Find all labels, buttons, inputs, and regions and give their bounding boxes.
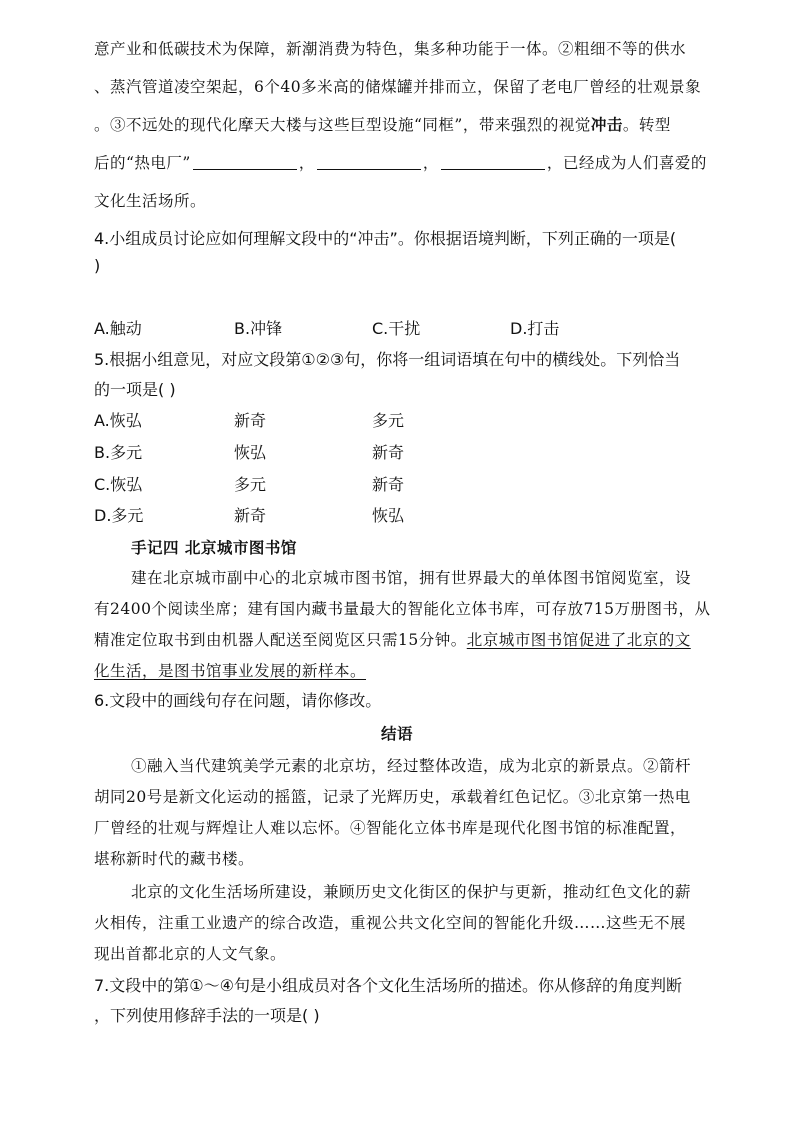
note4-line-3	[94, 628, 691, 650]
underlined-sentence: 化生活，是图书馆事业发展的新样本。	[94, 662, 367, 680]
passage-line-4	[94, 151, 707, 173]
q5-option-c-word-2: 多元	[234, 475, 267, 494]
passage-text: 。转型	[622, 116, 671, 134]
q5-option-d-word-3: 恢弘	[372, 506, 405, 525]
note4-line-2: 有2400个阅读坐席；建有国内藏书量最大的智能化立体书库，可存放715万册图书，从	[94, 600, 711, 618]
passage-text: 。③不远处的现代化摩天大楼与这些巨型设施“同框”，带来强烈的视觉	[94, 116, 591, 134]
conclusion-line-4: 堪称新时代的藏书楼。	[94, 850, 255, 868]
question-6-stem: 6.文段中的画线句存在问题，请你修改。	[94, 691, 382, 710]
passage-text: ，	[422, 154, 439, 172]
q5-option-c-word-3: 新奇	[372, 475, 405, 494]
conclusion-line-6: 火相传，注重工业遗产的综合改造，重视公共文化空间的智能化升级……这些无不展	[94, 914, 687, 932]
section-heading: 结语	[381, 724, 414, 743]
q4-option-c[interactable]: C.干扰	[372, 319, 421, 338]
question-7-stem-cont: ，下列使用修辞手法的一项是( )	[94, 1006, 320, 1025]
q5-option-a-word-3: 多元	[372, 411, 405, 430]
passage-line-3	[94, 113, 671, 135]
passage-text: 精准定位取书到由机器人配送至阅览区只需15分钟。	[94, 631, 467, 649]
passage-line-1: 意产业和低碳技术为保障，新潮消费为特色，集多种功能于一体。②粗细不等的供水	[94, 40, 687, 58]
passage-line-2: 、蒸汽管道凌空架起，6个40多米高的储煤罐并排而立，保留了老电厂曾经的壮观景象	[94, 78, 702, 96]
underlined-sentence: 北京城市图书馆促进了北京的文	[466, 631, 691, 649]
q5-option-a-word-2: 新奇	[234, 411, 267, 430]
q4-option-b[interactable]: B.冲锋	[234, 319, 283, 338]
q5-option-d[interactable]: D.多元	[94, 506, 144, 525]
conclusion-line-3: 厂曾经的壮观与辉煌让人难以忘怀。④智能化立体书库是现代化图书馆的标准配置，	[94, 819, 687, 837]
note4-line-4	[94, 659, 366, 681]
fill-blank-2[interactable]	[317, 155, 421, 170]
q5-option-a[interactable]: A.恢弘	[94, 411, 142, 430]
fill-blank-1[interactable]	[193, 155, 297, 170]
passage-line-5: 文化生活场所。	[94, 192, 207, 210]
conclusion-line-5: 北京的文化生活场所建设，兼顾历史文化街区的保护与更新，推动红色文化的薪	[131, 883, 692, 901]
fill-blank-3[interactable]	[441, 155, 545, 170]
question-5-stem-cont: 的一项是( )	[94, 380, 176, 399]
conclusion-line-7: 现出首都北京的人文气象。	[94, 945, 287, 963]
note4-line-1: 建在北京城市副中心的北京城市图书馆，拥有世界最大的单体图书馆阅览室，设	[131, 569, 692, 587]
conclusion-line-1: ①融入当代建筑美学元素的北京坊，经过整体改造，成为北京的新景点。②箭杆	[131, 757, 692, 775]
q4-option-a[interactable]: A.触动	[94, 319, 142, 338]
question-5-stem: 5.根据小组意见，对应文段第①②③句，你将一组词语填在句中的横线处。下列恰当	[94, 350, 681, 369]
section-heading: 手记四 北京城市图书馆	[131, 538, 297, 557]
q4-option-d[interactable]: D.打击	[510, 319, 560, 338]
passage-text: ，	[298, 154, 315, 172]
emphasized-word: 冲击	[590, 115, 623, 134]
passage-text: 后的“热电厂”	[94, 154, 191, 172]
q5-option-b[interactable]: B.多元	[94, 443, 143, 462]
question-4-stem-cont: )	[94, 256, 101, 275]
q5-option-d-word-2: 新奇	[234, 506, 267, 525]
question-4-stem: 4.小组成员讨论应如何理解文段中的“冲击”。你根据语境判断，下列正确的一项是(	[94, 229, 677, 248]
q5-option-c[interactable]: C.恢弘	[94, 475, 143, 494]
conclusion-line-2: 胡同20号是新文化运动的摇篮，记录了光辉历史，承载着红色记忆。③北京第一热电	[94, 788, 691, 806]
q5-option-b-word-2: 恢弘	[234, 443, 267, 462]
q5-option-b-word-3: 新奇	[372, 443, 405, 462]
question-7-stem: 7.文段中的第①～④句是小组成员对各个文化生活场所的描述。你从修辞的角度判断	[94, 976, 682, 995]
passage-text: ，已经成为人们喜爱的	[546, 154, 707, 172]
